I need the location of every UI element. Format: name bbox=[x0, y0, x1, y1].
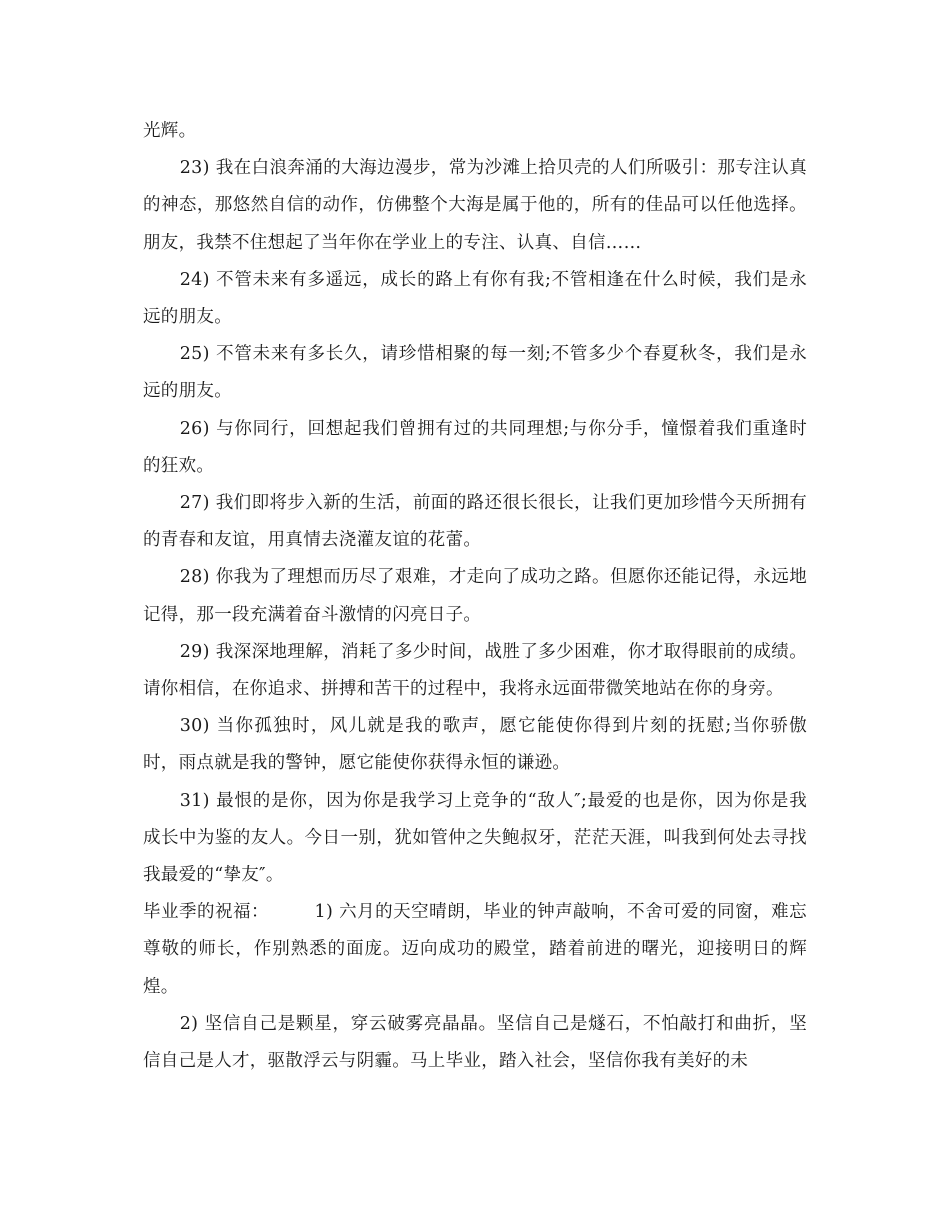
section-heading: 毕业季的祝福： bbox=[143, 902, 270, 923]
paragraph-30: 30) 当你孤独时，风儿就是我的歌声，愿它能使你得到片刻的抚慰;当你骄傲时，雨点就是我的警钟，愿它能使你获得永恒的谦逊。 bbox=[143, 716, 807, 774]
paragraph-24: 24) 不管未来有多遥远，成长的路上有你有我;不管相逢在什么时候，我们是永远的朋友。 bbox=[143, 269, 807, 328]
paragraph-28: 28) 你我为了理想而历尽了艰难，才走向了成功之路。但愿你还能记得，永远地记得，那一段充满着奋斗激情的闪亮日子。 bbox=[143, 567, 807, 625]
section-item-2: 2) 坚信自己是颗星，穿云破雾亮晶晶。坚信自己是燧石，不怕敲打和曲折，坚信自己是人才，驱散浮云与阴霾。马上毕业，踏入社会，坚信你我有美好的未 bbox=[143, 1013, 807, 1072]
paragraph-continuation: 光辉。 bbox=[143, 121, 197, 141]
paragraph-29: 29) 我深深地理解，消耗了多少时间，战胜了多少困难，你才取得眼前的成绩。请你相信，在你追求、拼搏和苦干的过程中，我将永远面带微笑地站在你的身旁。 bbox=[143, 641, 807, 700]
section-item-1: 1) 六月的天空晴朗，毕业的钟声敲响，不舍可爱的同窗，难忘尊敬的师长，作别熟悉的面庞。迈向成功的殿堂，踏着前进的曙光，迎接明日的辉煌。 bbox=[143, 902, 807, 997]
paragraph-26: 26) 与你同行，回想起我们曾拥有过的共同理想;与你分手，憧憬着我们重逢时的狂欢。 bbox=[143, 418, 807, 476]
paragraph-27: 27) 我们即将步入新的生活，前面的路还很长很长，让我们更加珍惜今天所拥有的青春和友谊，用真情去浇灌友谊的花蕾。 bbox=[143, 493, 807, 551]
paragraph-23: 23) 我在白浪奔涌的大海边漫步，常为沙滩上拾贝壳的人们所吸引：那专注认真的神态，那悠然自信的动作，仿佛整个大海是属于他的，所有的佳品可以任他选择。朋友，我禁不住想起了当年你在学业上的专注、认真、自信…… bbox=[143, 158, 807, 253]
paragraph-31: 31) 最恨的是你，因为你是我学习上竞争的“敌人″;最爱的也是你，因为你是我成长中为鉴的友人。今日一别，犹如管仲之失鲍叔牙，茫茫天涯，叫我到何处去寻找我最爱的“挚友″。 bbox=[143, 790, 807, 886]
section-paragraph bbox=[143, 894, 807, 1006]
paragraph-25: 25) 不管未来有多长久，请珍惜相聚的每一刻;不管多少个春夏秋冬，我们是永远的朋友。 bbox=[143, 344, 807, 402]
document-body bbox=[143, 113, 807, 1080]
